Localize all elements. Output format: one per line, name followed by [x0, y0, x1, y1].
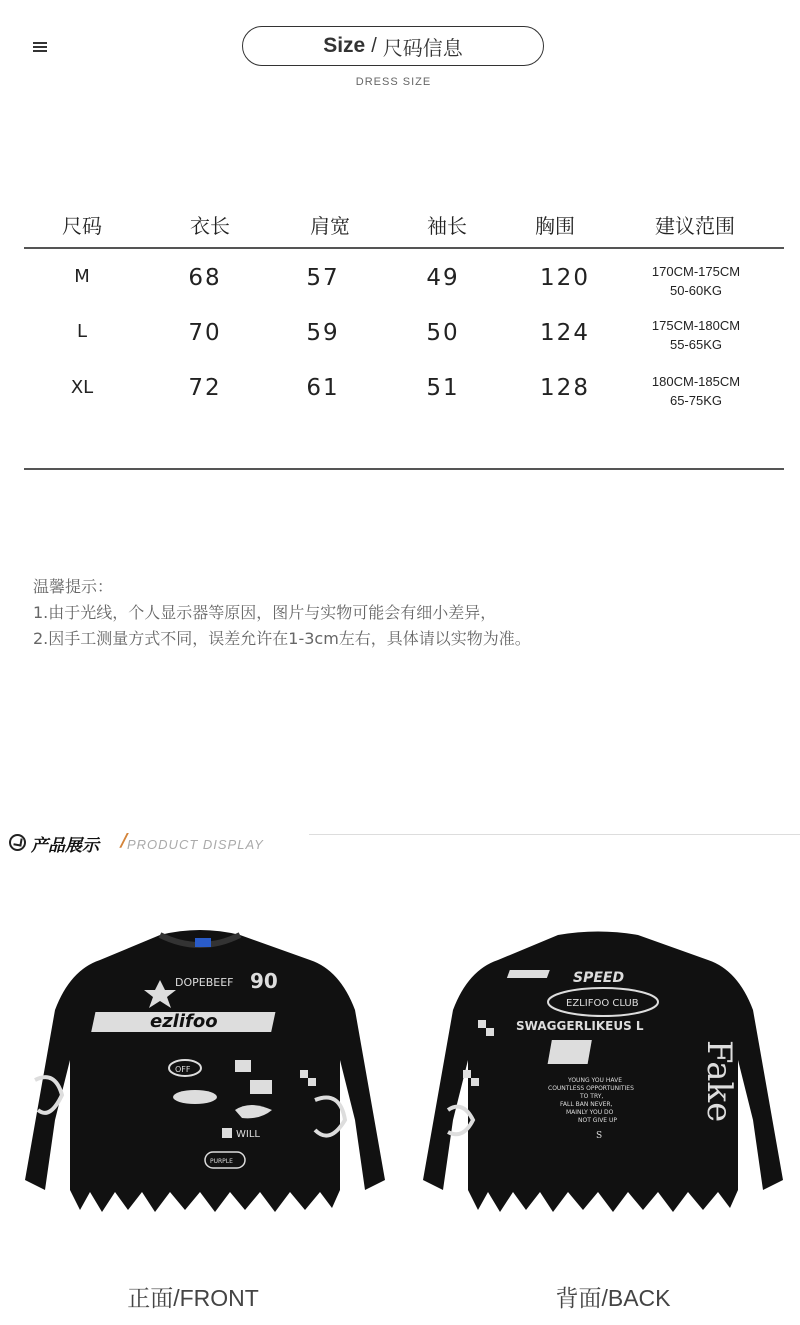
back-print-line2: COUNTLESS OPPORTUNITIES — [548, 1085, 634, 1092]
product-front-image — [10, 920, 390, 1250]
section-slash: / — [121, 830, 128, 851]
back-print-line4: FALL BAN NEVER, — [560, 1101, 613, 1108]
cell-recommend — [636, 316, 756, 354]
cell-shoulder: 61 — [306, 375, 340, 401]
cell-shoulder: 57 — [306, 265, 340, 291]
front-print-will: WILL — [236, 1129, 260, 1140]
front-print-off: OFF — [175, 1065, 191, 1074]
back-print-line1: YOUNG YOU HAVE — [568, 1077, 622, 1084]
cell-chest: 120 — [540, 265, 590, 291]
cell-sleeve: 51 — [426, 375, 460, 401]
cell-length: 72 — [188, 375, 222, 401]
front-print-purple: PURPLE — [210, 1158, 233, 1165]
front-print-ezlifoo: ezlifoo — [150, 1011, 218, 1032]
th-size: 尺码 — [62, 214, 102, 238]
rec-weight: 55-65KG — [669, 337, 723, 352]
cell-recommend — [636, 262, 756, 300]
rec-height: 175CM-180CM — [651, 318, 741, 333]
cell-length: 68 — [188, 265, 222, 291]
sweater-front-illustration — [10, 920, 390, 1250]
size-info-title — [242, 26, 544, 66]
section-title-en: PRODUCT DISPLAY — [127, 837, 264, 852]
back-print-s: S — [596, 1131, 603, 1141]
tips-line-1: 1.由于光线，个人显示器等原因，图片与实物可能会有细小差异， — [33, 603, 497, 622]
th-sleeve: 袖长 — [427, 214, 467, 238]
section-title-cn: 产品展示 — [31, 836, 99, 856]
size-title-en: Size — [323, 34, 366, 57]
cell-sleeve: 49 — [426, 265, 460, 291]
back-caption: 背面/BACK — [555, 1285, 671, 1311]
rec-weight: 65-75KG — [669, 393, 723, 408]
sweater-back-illustration — [408, 920, 788, 1250]
tips-block — [33, 574, 531, 652]
section-divider — [309, 834, 800, 835]
th-chest: 胸围 — [535, 214, 575, 238]
back-print-swagger: SWAGGERLIKEUS L — [516, 1019, 644, 1033]
cell-size: M — [74, 266, 90, 287]
front-caption: 正面/FRONT — [127, 1285, 259, 1311]
cell-shoulder: 59 — [306, 320, 340, 346]
th-recommend: 建议范围 — [655, 214, 735, 238]
back-print-line3: TO TRY, — [580, 1093, 604, 1100]
th-shoulder: 肩宽 — [310, 214, 350, 238]
tips-title: 温馨提示： — [33, 577, 114, 596]
cell-chest: 128 — [540, 375, 590, 401]
front-print-90: 90 — [250, 969, 278, 993]
back-print-fake: Fake — [699, 1040, 739, 1123]
front-print-dopebeef: DOPEBEEF — [175, 976, 234, 989]
back-print-line5: MAINLY YOU DO — [566, 1109, 614, 1116]
rec-weight: 50-60KG — [669, 283, 723, 298]
back-print-speed: SPEED — [573, 970, 625, 986]
arrow-circle-icon — [9, 834, 26, 851]
tips-line-2: 2.因手工测量方式不同，误差允许在1-3cm左右，具体请以实物为准。 — [33, 629, 531, 648]
back-print-line6: NOT GIVE UP — [578, 1117, 618, 1124]
cell-sleeve: 50 — [426, 320, 460, 346]
cell-chest: 124 — [540, 320, 590, 346]
table-bottom-divider — [24, 468, 784, 470]
cell-recommend — [636, 372, 756, 410]
cell-length: 70 — [188, 320, 222, 346]
product-display-header — [9, 830, 800, 856]
menu-icon[interactable] — [33, 42, 47, 52]
cell-size: XL — [70, 377, 94, 398]
rec-height: 180CM-185CM — [651, 374, 741, 389]
size-title-sep: / — [371, 34, 377, 57]
size-title-cn: 尺码信息 — [382, 35, 463, 60]
size-subtitle: DRESS SIZE — [355, 76, 432, 88]
table-divider — [24, 247, 784, 249]
rec-height: 170CM-175CM — [651, 264, 741, 279]
th-length: 衣长 — [190, 214, 230, 238]
back-print-club: EZLIFOO CLUB — [566, 998, 639, 1009]
product-back-image — [408, 920, 788, 1250]
cell-size: L — [76, 321, 88, 342]
